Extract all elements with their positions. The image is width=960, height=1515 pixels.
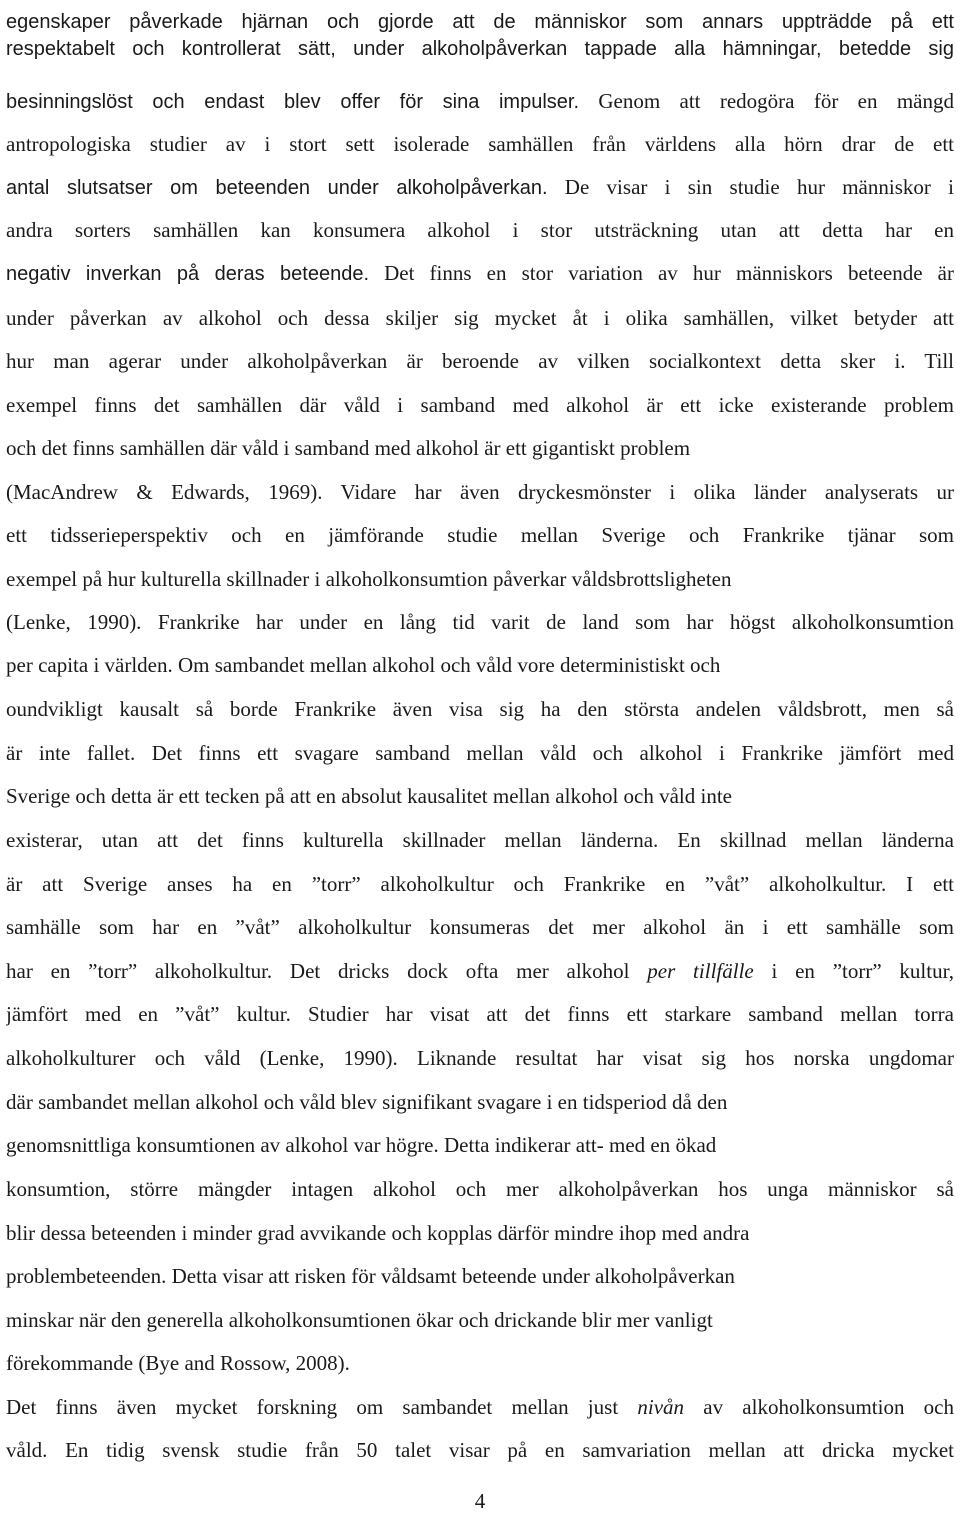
text-span: exempel på hur kulturella skillnader i alkoholkonsumtion påverkar våldsbrottsligheten (6, 567, 732, 591)
text-line (6, 79, 954, 123)
text-line (6, 1254, 954, 1298)
text-span: (Lenke, 1990). Frankrike har under en lång tid varit de land som har högst alkoholkonsumtion (6, 610, 954, 634)
page-number: 4 (474, 1489, 486, 1513)
text-line (6, 251, 954, 295)
emphasis-text: per tillfälle (647, 959, 754, 983)
text-line (6, 27, 954, 71)
text-span: existerar, utan att det finns kulturella skillnader mellan länderna. En skillnad mellan länderna (6, 828, 954, 852)
text-line (6, 513, 954, 557)
text-span: hur man agerar under alkoholpåverkan är beroende av vilken socialkontext detta sker i. Till (6, 349, 954, 373)
text-line (6, 818, 954, 862)
text-span: är att Sverige anses ha en ”torr” alkoholkultur och Frankrike en ”våt” alkoholkultur. I ett (6, 872, 954, 896)
text-span: besinningslöst och endast blev offer för sina impulser. (6, 91, 580, 113)
text-line (6, 643, 954, 687)
text-line (6, 992, 954, 1036)
text-span: exempel finns det samhällen där våld i samband med alkohol är ett icke existerande problem (6, 393, 954, 417)
text-span: negativ inverkan på deras beteende. (6, 263, 370, 285)
text-span: Genom att redogöra för en mängd (579, 89, 954, 113)
text-line (6, 1341, 954, 1385)
text-line (6, 862, 954, 906)
text-line (6, 296, 954, 340)
text-line (6, 1036, 954, 1080)
text-span: konsumtion, större mängder intagen alkohol och mer alkoholpåverkan hos unga människor så (6, 1177, 954, 1201)
text-span: genomsnittliga konsumtionen av alkohol var högre. Detta indikerar att- med en ökad (6, 1133, 717, 1157)
text-span: samhälle som har en ”våt” alkoholkultur konsumeras det mer alkohol än i ett samhälle som (6, 915, 954, 939)
text-span: är inte fallet. Det finns ett svagare samband mellan våld och alkohol i Frankrike jämfört med (6, 741, 954, 765)
text-line (6, 949, 954, 993)
text-span: och det finns samhällen där våld i samband med alkohol är ett gigantiskt problem (6, 436, 691, 460)
text-span: antropologiska studier av i stort sett isolerade samhällen från världens alla hörn drar de ett (6, 132, 954, 156)
text-span: våld. En tidig svensk studie från 50 talet visar på en samvariation mellan att dricka mycket (6, 1438, 954, 1462)
text-line (6, 1167, 954, 1211)
text-span: Det finns även mycket forskning om sambandet mellan just (6, 1395, 638, 1419)
text-span: har en ”torr” alkoholkultur. Det dricks dock ofta mer alkohol (6, 959, 648, 983)
text-line (6, 122, 954, 166)
text-line (6, 557, 954, 601)
text-span: oundvikligt kausalt så borde Frankrike även visa sig ha den största andelen våldsbrott, men så (6, 697, 954, 721)
text-span: ett tidsserieperspektiv och en jämförande studie mellan Sverige och Frankrike tjänar som (6, 523, 954, 547)
text-line (6, 208, 954, 252)
text-span: per capita i världen. Om sambandet mellan alkohol och våld vore deterministiskt och (6, 653, 721, 677)
text-line (6, 731, 954, 775)
text-span: problembeteenden. Detta visar att risken för våldsamt beteende under alkoholpåverkan (6, 1264, 735, 1288)
text-span: i en ”torr” kultur, (753, 959, 954, 983)
text-line (6, 1080, 954, 1124)
text-span: andra sorters samhällen kan konsumera alkohol i stor utsträckning utan att detta har en (6, 218, 954, 242)
text-span: förekommande (Bye and Rossow, 2008). (6, 1351, 350, 1375)
text-span: (MacAndrew & Edwards, 1969). Vidare har även dryckesmönster i olika länder analyserats ur (6, 480, 954, 504)
text-span: Sverige och detta är ett tecken på att en absolut kausalitet mellan alkohol och våld inte (6, 784, 732, 808)
text-line (6, 774, 954, 818)
text-span: jämfört med en ”våt” kultur. Studier har visat att det finns ett starkare samband mellan torra (6, 1002, 954, 1026)
text-line (6, 1123, 954, 1167)
text-span: blir dessa beteenden i minder grad avvikande och kopplas därför mindre ihop med andra (6, 1221, 750, 1245)
text-line (6, 1298, 954, 1342)
text-span: under påverkan av alkohol och dessa skiljer sig mycket åt i olika samhällen, vilket betyder att (6, 306, 954, 330)
text-line (6, 905, 954, 949)
text-span: De visar i sin studie hur människor i (547, 175, 954, 199)
text-line (6, 1385, 954, 1429)
text-line (6, 426, 954, 470)
text-span: egenskaper påverkade hjärnan och gjorde att de människor som annars uppträdde på ett (6, 11, 954, 33)
text-line (6, 687, 954, 731)
text-line (6, 165, 954, 209)
text-line (6, 470, 954, 514)
text-line (6, 339, 954, 383)
text-span: alkoholkulturer och våld (Lenke, 1990). Liknande resultat har visat sig hos norska ungdomar (6, 1046, 954, 1070)
emphasis-text: nivån (637, 1395, 685, 1419)
text-line (6, 1211, 954, 1255)
text-span: respektabelt och kontrollerat sätt, under alkoholpåverkan tappade alla hämningar, betedde sig (6, 38, 954, 60)
text-span: av alkoholkonsumtion och (684, 1395, 954, 1419)
text-span: där sambandet mellan alkohol och våld blev signifikant svagare i en tidsperiod då den (6, 1090, 728, 1114)
text-span: antal slutsatser om beteenden under alkoholpåverkan. (6, 177, 548, 199)
text-span: minskar när den generella alkoholkonsumtionen ökar och drickande blir mer vanligt (6, 1308, 713, 1332)
text-line (6, 1428, 954, 1472)
text-line (6, 600, 954, 644)
text-line (6, 383, 954, 427)
text-span: Det finns en stor variation av hur människors beteende är (369, 261, 954, 285)
